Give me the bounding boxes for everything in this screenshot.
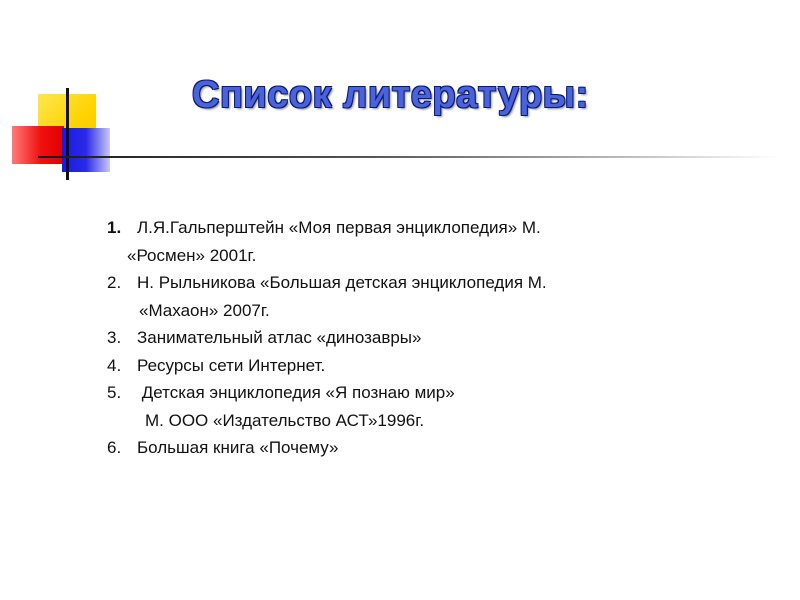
- reference-number: 4.: [107, 355, 122, 375]
- reference-item-6: [107, 434, 747, 462]
- reference-item-4: [107, 352, 747, 380]
- reference-number: 1.: [107, 218, 122, 237]
- reference-number: 3.: [107, 328, 122, 347]
- reference-number: 6.: [107, 438, 122, 457]
- reference-list: [107, 214, 747, 462]
- reference-text-continued: М. ООО «Издательство АСТ»1996г.: [145, 410, 425, 430]
- decor-vertical-line: [66, 88, 69, 180]
- decor-red-square: [12, 126, 64, 164]
- reference-item-3: [107, 324, 747, 352]
- reference-text: Занимательный атлас «динозавры»: [137, 328, 422, 347]
- reference-item-2: [107, 269, 747, 324]
- reference-text-continued: «Росмен» 2001г.: [127, 245, 257, 265]
- reference-text: Л.Я.Гальперштейн «Моя первая энциклопедия» М.: [137, 218, 541, 237]
- reference-text-continued: «Махаон» 2007г.: [139, 300, 270, 320]
- reference-text: Детская энциклопедия «Я познаю мир»: [137, 383, 455, 402]
- slide-title: Список литературы:: [192, 74, 589, 116]
- title-underline: [38, 156, 778, 158]
- reference-text: Ресурсы сети Интернет.: [137, 355, 326, 375]
- reference-text: Н. Рыльникова «Большая детская энциклопедия М.: [137, 273, 547, 292]
- reference-number: 5.: [107, 383, 122, 402]
- reference-number: 2.: [107, 273, 122, 292]
- decor-blue-square: [62, 128, 110, 172]
- reference-text: Большая книга «Почему»: [137, 438, 339, 457]
- reference-item-5: [107, 379, 747, 434]
- reference-item-1: [107, 214, 747, 269]
